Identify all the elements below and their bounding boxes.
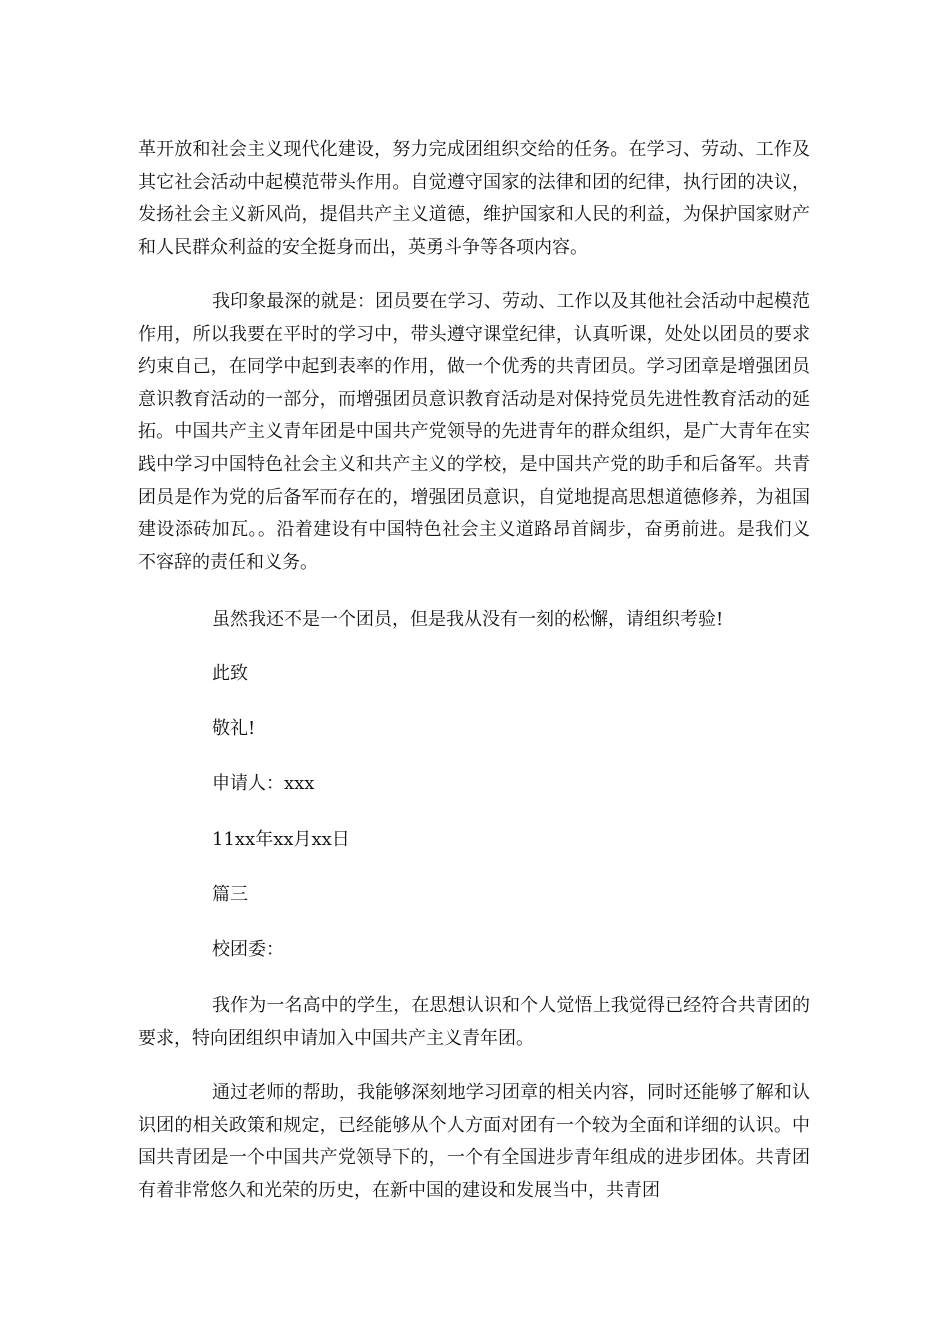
paragraph-continuation: 革开放和社会主义现代化建设，努力完成团组织交给的任务。在学习、劳动、工作及其它社会活动中起模范带头作用。自觉遵守国家的法律和团的纪律，执行团的决议，发扬社会主义新风尚，提倡共产主义道德，维护国家和人民的利益，为保护国家财产和人民群众利益的安全挺身而出，英勇斗争等各项内容。	[138, 139, 810, 258]
recipient: 校团委：	[212, 939, 284, 960]
paragraph-not-yet-member: 虽然我还不是一个团员，但是我从没有一刻的松懈，请组织考验!	[212, 609, 724, 630]
section-heading: 篇三	[212, 884, 248, 905]
paragraph-application: 我作为一名高中的学生，在思想认识和个人觉悟上我觉得已经符合共青团的要求，特向团组织申请加入中国共产主义青年团。	[138, 995, 810, 1049]
closing-salutation: 此致	[212, 663, 248, 684]
paragraph-learning: 通过老师的帮助，我能够深刻地学习团章的相关内容，同时还能够了解和认识团的相关政策和规定，已经能够从个人方面对团有一个较为全面和详细的认识。中国共青团是一个中国共产党领导下的，一个有全国进步青年组成的进步团体。共青团有着非常悠久和光荣的历史，在新中国的建设和发展当中，共青团	[138, 1082, 810, 1201]
application-date: 11xx年xx月xx日	[212, 829, 350, 850]
closing-regards: 敬礼!	[212, 718, 256, 739]
applicant-name: 申请人：xxx	[212, 773, 315, 794]
paragraph-impression: 我印象最深的就是：团员要在学习、劳动、工作以及其他社会活动中起模范作用，所以我要在平时的学习中，带头遵守课堂纪律，认真听课，处处以团员的要求约束自己，在同学中起到表率的作用，做一个优秀的共青团员。学习团章是增强团员意识教育活动的一部分，而增强团员意识教育活动是对保持党员先进性教育活动的延拓。中国共产主义青年团是中国共产党领导的先进青年的群众组织，是广大青年在实践中学习中国特色社会主义和共产主义的学校，是中国共产党的助手和后备军。共青团员是作为党的后备军而存在的，增强团员意识，自觉地提高思想道德修养，为祖国建设添砖加瓦。。沿着建设有中国特色社会主义道路昂首阔步，奋勇前进。是我们义不容辞的责任和义务。	[138, 291, 810, 573]
